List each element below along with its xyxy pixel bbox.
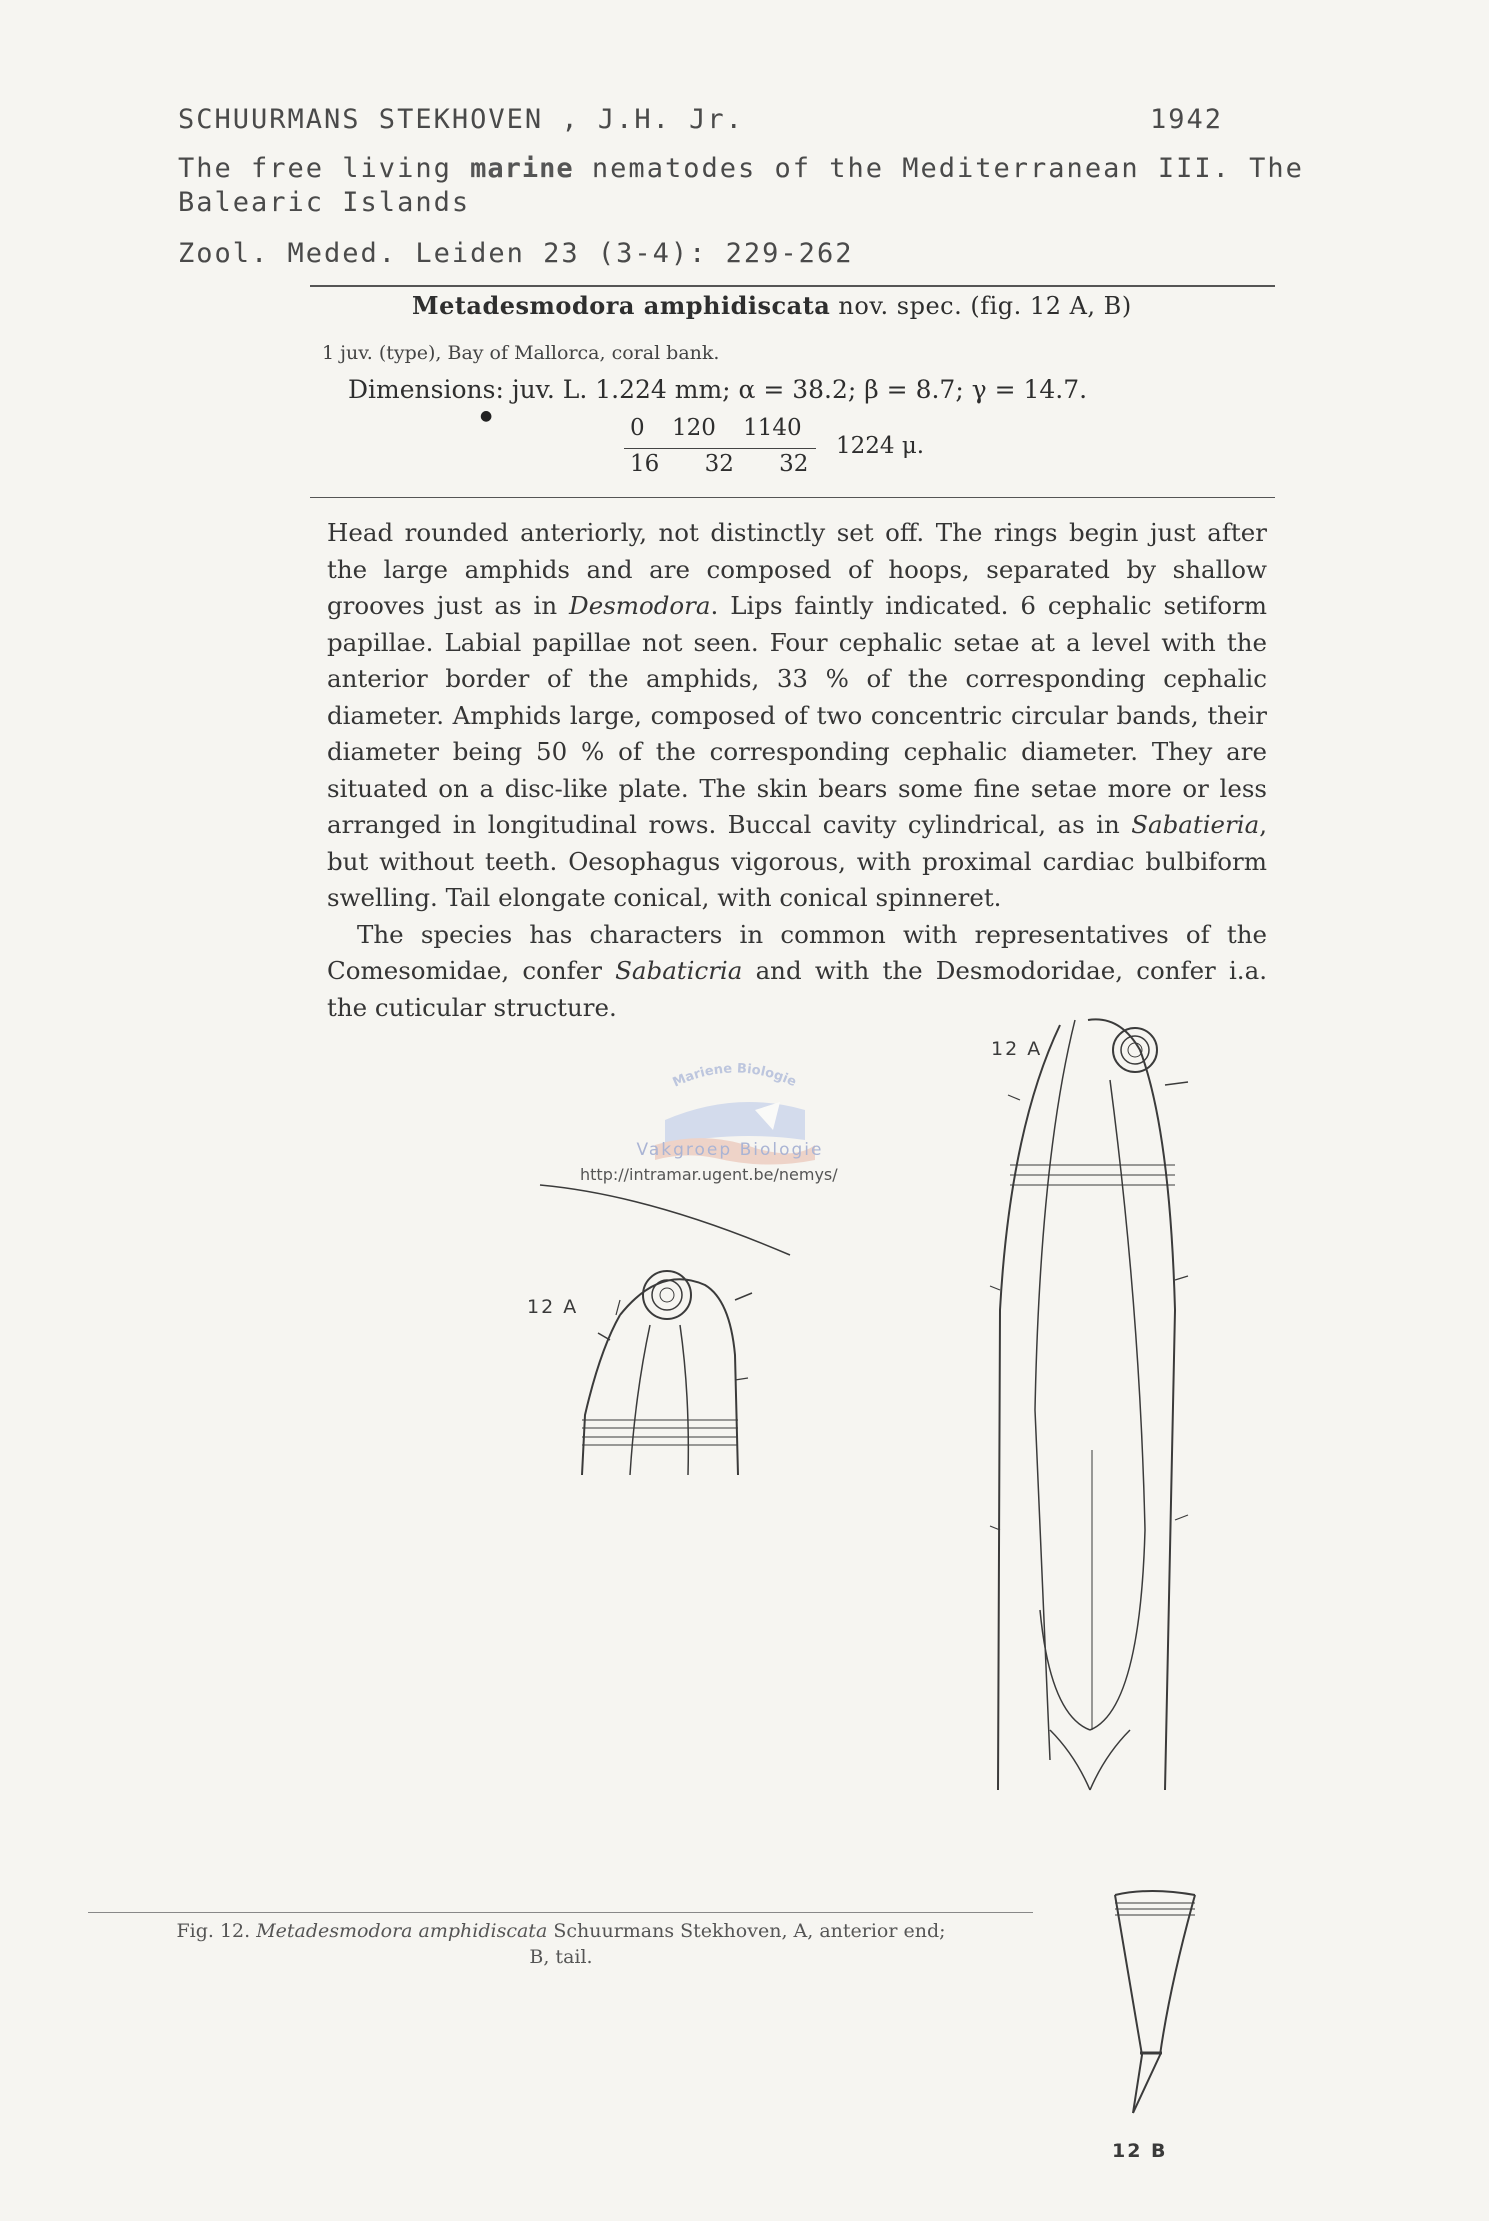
- species-status: nov. spec. (fig. 12 A, B): [838, 292, 1132, 320]
- bullet-mark: ●: [480, 408, 493, 424]
- p2-text-a: The species has characters in common with representatives of the Comesomidae, confer: [327, 919, 1267, 985]
- p1-text-a: Head rounded anteriorly, not distinctly set off. The rings begin just after the large amphids and are composed of hoops, separated by shallow grooves just as in: [327, 518, 1267, 620]
- species-heading: [412, 291, 1132, 320]
- genus-sabaticria: Sabaticria: [615, 956, 743, 985]
- caption-prefix: Fig. 12.: [176, 1920, 251, 1942]
- title-part2: nematodes of the Mediterranean III. The: [591, 153, 1304, 184]
- citation-title-line1: [178, 153, 1304, 184]
- species-name: Metadesmodora amphidiscata: [412, 291, 831, 320]
- figure-12a-large-drawing: [980, 1010, 1230, 1810]
- p1-text-c: , but without teeth. Oesophagus vigorous, with proximal cardiac bulbiform swelling. Tail elongate conical, with conical spinneret.: [327, 810, 1267, 912]
- figure-12a-small-drawing: [530, 1175, 800, 1495]
- genus-desmodora: Desmodora: [569, 591, 711, 620]
- caption-rest: Schuurmans Stekhoven, A, anterior end;: [553, 1920, 946, 1942]
- svg-text:Mariene Biologie: [671, 1061, 799, 1090]
- description-paragraph-1: [327, 515, 1267, 917]
- figure-label-12a-large: 12 A: [991, 1038, 1043, 1060]
- citation-journal: Zool. Meded. Leiden 23 (3-4): 229-262: [178, 238, 854, 269]
- watermark-url: http://intramar.ugent.be/nemys/: [580, 1165, 838, 1184]
- figure-label-12b: 12 B: [1112, 2140, 1168, 2162]
- formula-bottom-row: 16 32 32: [630, 451, 809, 477]
- formula-fraction-line: [624, 448, 816, 449]
- title-part1: The free living: [178, 153, 452, 184]
- formula-top-row: 0 120 1140: [630, 415, 802, 441]
- dimensions-line: Dimensions: juv. L. 1.224 mm; α = 38.2; β = 8.7; γ = 14.7.: [348, 375, 1088, 404]
- bottom-rule: [310, 497, 1275, 498]
- caption-species: Metadesmodora amphidiscata: [256, 1920, 548, 1942]
- watermark-group-text: Vakgroep Biologie: [636, 1140, 824, 1160]
- p2-text-b: and with the Desmodoridae, confer i.a. the cuticular structure.: [327, 956, 1267, 1022]
- caption-rule: [88, 1912, 1033, 1913]
- p1-text-b: . Lips faintly indicated. 6 cephalic setiform papillae. Labial papillae not seen. Four cephalic setae at a level with the anterior border of the amphids, 33 % of the corresponding cephalic diameter. Amphids large, composed of two concentric circular bands, their diameter being 50 % of the corresponding cephalic diameter. They are situated on a disc-like plate. The skin bears some fine setae more or less arranged in longitudinal rows. Buccal cavity cylindrical, as in: [327, 591, 1267, 839]
- citation-year: 1942: [1150, 104, 1224, 135]
- watermark-arc-text: Mariene Biologie: [670, 1061, 799, 1091]
- genus-sabatieria: Sabatieria: [1131, 810, 1260, 839]
- description-body: [327, 515, 1267, 1026]
- caption-line2: B, tail.: [529, 1946, 593, 1968]
- title-struck-word: marine: [470, 153, 574, 184]
- citation-author: SCHUURMANS STEKHOVEN , J.H. Jr.: [178, 104, 744, 135]
- citation-title-line2: Balearic Islands: [178, 187, 471, 218]
- specimen-line: 1 juv. (type), Bay of Mallorca, coral bank.: [322, 342, 720, 364]
- formula-total-length: 1224 μ.: [836, 433, 925, 459]
- figure-caption: [86, 1918, 1036, 1970]
- figure-label-12a-small: 12 A: [527, 1296, 579, 1318]
- figure-12b-tail-drawing: [1100, 1885, 1210, 2125]
- top-rule: [310, 285, 1275, 287]
